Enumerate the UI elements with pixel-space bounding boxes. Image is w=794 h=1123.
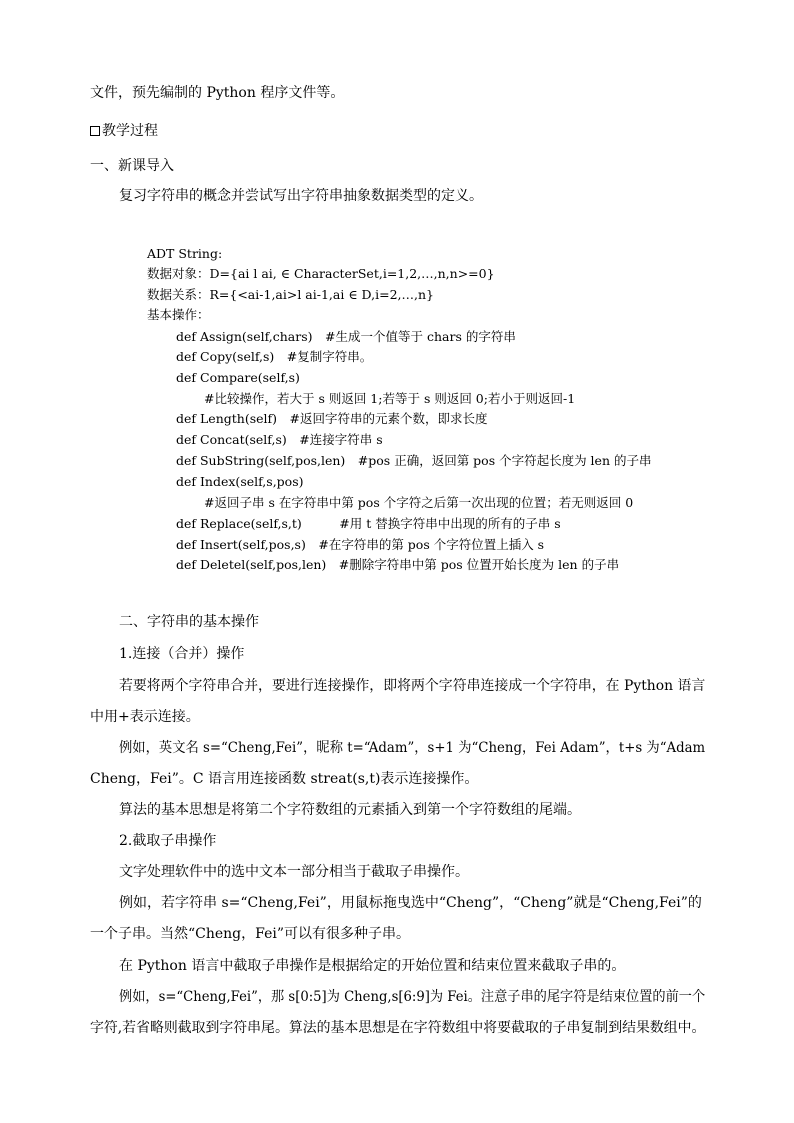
subheading-concat: 1.连接（合并）操作 <box>119 646 245 662</box>
adt-op-substring: def SubString(self,pos,len) #pos 正确，返回第 pos 个字符起长度为 len 的子串 <box>176 453 652 468</box>
adt-op-copy: def Copy(self,s) #复制字符串。 <box>176 349 373 364</box>
adt-op-index-comment: #返回子串 s 在字符串中第 pos 个字符之后第一次出现的位置；若无则返回 0 <box>204 495 634 510</box>
paragraph-6: 在 Python 语言中截取子串操作是根据给定的开始位置和结束位置来截取子串的。 <box>119 958 626 974</box>
paragraph-5-line-2: 一个子串。当然“Cheng，Fei”可以有很多种子串。 <box>90 926 411 942</box>
adt-basic-ops: 基本操作： <box>147 307 210 322</box>
teaching-process-heading <box>90 122 158 140</box>
adt-op-assign: def Assign(self,chars) #生成一个值等于 chars 的字符串 <box>176 329 516 344</box>
paragraph-4: 文字处理软件中的选中文本一部分相当于截取子串操作。 <box>119 864 469 880</box>
subheading-substring: 2.截取子串操作 <box>119 833 217 849</box>
adt-op-concat: def Concat(self,s) #连接字符串 s <box>176 432 383 447</box>
adt-data-objects: 数据对象：D={ai l ai, ∈ CharacterSet,i=1,2,…,n,n>=0} <box>147 266 495 281</box>
adt-op-delete: def Deletel(self,pos,len) #删除字符串中第 pos 位置开始长度为 len 的子串 <box>176 557 620 572</box>
adt-op-length: def Length(self) #返回字符串的元素个数，即求长度 <box>176 411 488 426</box>
adt-op-insert: def Insert(self,pos,s) #在字符串的第 pos 个字符位置上插入 s <box>176 537 545 552</box>
paragraph-1-line-2: 中用+表示连接。 <box>90 709 200 725</box>
checkbox-bullet-icon <box>90 126 100 136</box>
paragraph-2-line-1: 例如，英文名 s=“Cheng,Fei”，昵称 t=“Adam”，s+1 为“Cheng，Fei Adam”，t+s 为“Adam <box>119 740 706 756</box>
adt-op-compare: def Compare(self,s) <box>176 370 300 385</box>
adt-title: ADT String: <box>147 246 223 261</box>
adt-op-compare-comment: #比较操作，若大于 s 则返回 1;若等于 s 则返回 0;若小于则返回-1 <box>204 391 576 406</box>
intro-paragraph: 复习字符串的概念并尝试写出字符串抽象数据类型的定义。 <box>119 188 483 204</box>
paragraph-3: 算法的基本思想是将第二个字符数组的元素插入到第一个字符数组的尾端。 <box>119 802 581 818</box>
paragraph-7-line-2: 字符,若省略则截取到字符串尾。算法的基本思想是在字符数组中将要截取的子串复制到结果数组中。 <box>90 1020 706 1036</box>
intro-line: 文件，预先编制的 Python 程序文件等。 <box>90 85 345 101</box>
paragraph-7-line-1: 例如，s=“Cheng,Fei”，那 s[0:5]为 Cheng,s[6:9]为 Fei。注意子串的尾字符是结束位置的前一个 <box>119 989 706 1005</box>
section-one-heading: 一、新课导入 <box>90 158 174 174</box>
adt-op-replace: def Replace(self,s,t) #用 t 替换字符串中出现的所有的子串 s <box>176 516 561 531</box>
paragraph-2-line-2: Cheng，Fei”。C 语言用连接函数 streat(s,t)表示连接操作。 <box>90 771 479 787</box>
adt-op-index: def Index(self,s,pos) <box>176 474 304 489</box>
section-two-heading: 二、字符串的基本操作 <box>119 614 259 630</box>
teaching-process-label: 教学过程 <box>102 123 158 139</box>
adt-data-relations: 数据关系：R={<ai-1,ai>l ai-1,ai ∈ D,i=2,…,n} <box>147 287 434 302</box>
paragraph-5-line-1: 例如，若字符串 s=“Cheng,Fei”，用鼠标拖曳选中“Cheng”，“Cheng”就是“Cheng,Fei”的 <box>119 895 702 911</box>
paragraph-1-line-1: 若要将两个字符串合并，要进行连接操作，即将两个字符串连接成一个字符串，在 Python 语言 <box>119 678 706 694</box>
